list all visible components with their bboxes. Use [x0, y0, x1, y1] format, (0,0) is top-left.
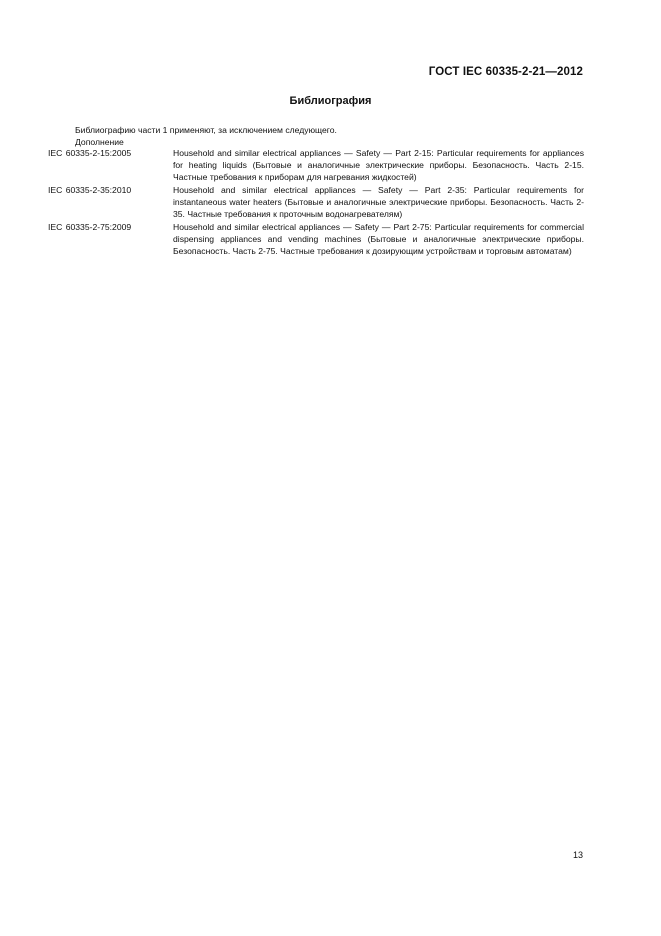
intro-text — [75, 124, 337, 148]
standard-code: IEC 60335-2-15:2005 — [48, 148, 132, 158]
bibliography-list — [48, 147, 584, 258]
standard-title: Household and similar electrical appliances — Safety — Part 2-15: Particular requirements for appliances for heating liquids (Бытовые и аналогичные электрические приборы. Безопасность. Часть 2-15. Частные требования к приборам для нагревания жидкостей) — [173, 148, 584, 182]
standard-code: IEC 60335-2-35:2010 — [48, 185, 132, 195]
bibliography-entry — [48, 184, 584, 220]
standard-code: IEC 60335-2-75:2009 — [48, 222, 132, 232]
page-number: 13 — [572, 850, 583, 860]
document-code: ГОСТ IEC 60335-2-21—2012 — [428, 66, 583, 78]
section-title: Библиография — [289, 95, 372, 107]
standard-title: Household and similar electrical appliances — Safety — Part 2-75: Particular requirements for commercial dispensing appliances and vending machines (Бытовые и аналогичные электрические приборы. Безопасность. Часть 2-75. Частные требования к дозирующим устройствам и торговым автоматам) — [173, 222, 584, 256]
intro-line: Библиографию части 1 применяют, за исключением следующего. — [75, 125, 337, 135]
bibliography-entry — [48, 221, 584, 257]
standard-title: Household and similar electrical appliances — Safety — Part 2-35: Particular requirements for instantaneous water heaters (Бытовые и аналогичные электрические приборы. Безопасность. Часть 2-35. Частные требования к проточным водонагревателям) — [173, 185, 584, 219]
intro-line: Дополнение — [75, 137, 124, 147]
bibliography-entry — [48, 147, 584, 183]
